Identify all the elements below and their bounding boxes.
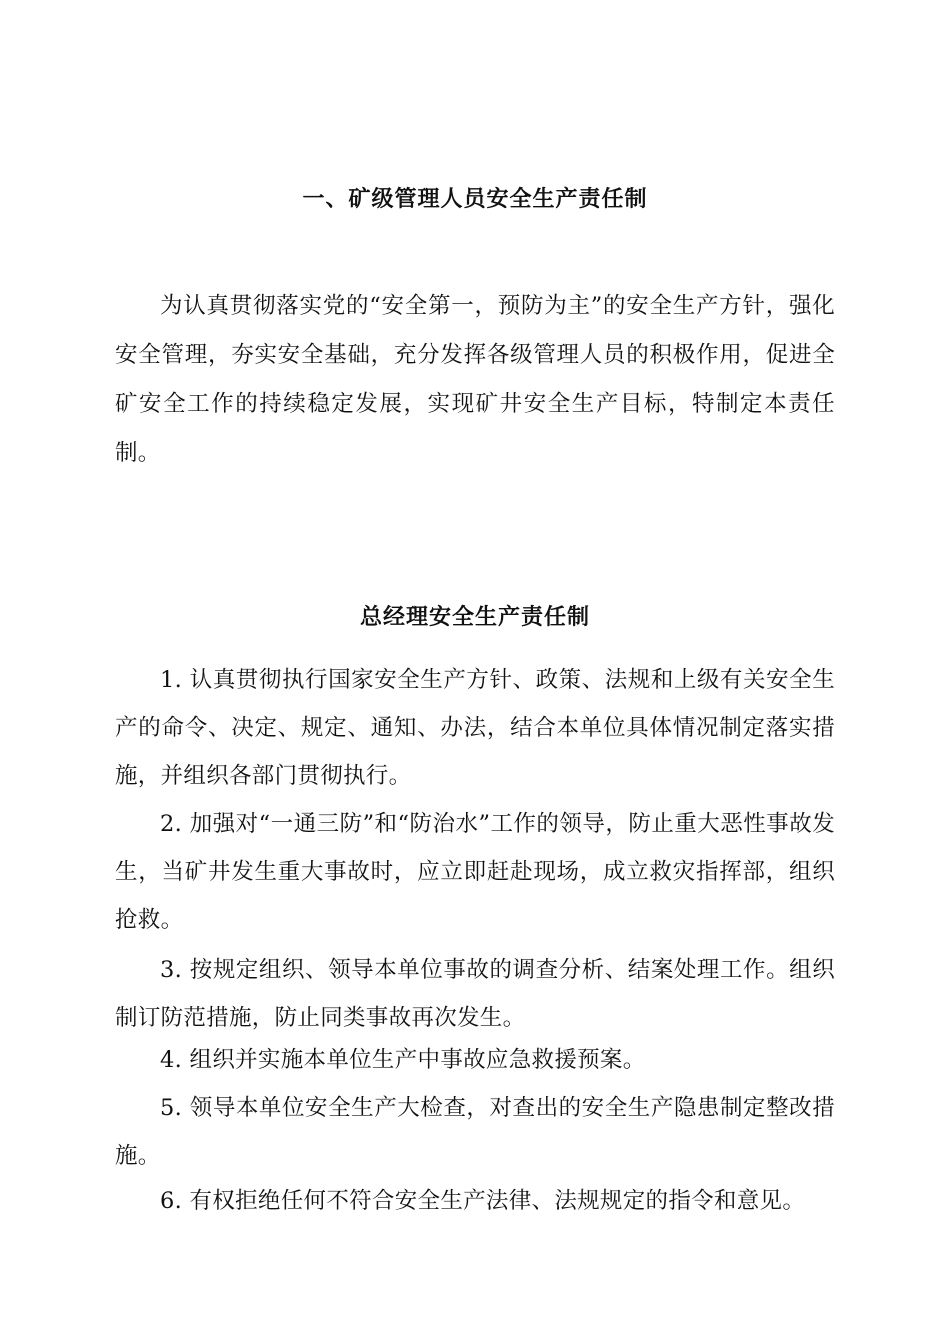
responsibility-item-1: 1. 认真贯彻执行国家安全生产方针、政策、法规和上级有关安全生产的命令、决定、规定、通知、办法，结合本单位具体情况制定落实措施，并组织各部门贯彻执行。 — [115, 667, 835, 789]
responsibility-item-5: 5. 领导本单位安全生产大检查，对查出的安全生产隐患制定整改措施。 — [115, 1095, 835, 1169]
responsibility-item-2: 2. 加强对“一通三防”和“防治水”工作的领导，防止重大恶性事故发生，当矿井发生重大事故时，应立即赶赴现场，成立救灾指挥部，组织抢救。 — [115, 811, 835, 933]
section-title: 总经理安全生产责任制 — [359, 605, 590, 630]
responsibility-item-3: 3. 按规定组织、领导本单位事故的调查分析、结案处理工作。组织制订防范措施，防止同类事故再次发生。 — [115, 957, 835, 1031]
document-title: 一、矿级管理人员安全生产责任制 — [302, 187, 648, 212]
intro-paragraph: 为认真贯彻落实党的“安全第一，预防为主”的安全生产方针，强化安全管理，夯实安全基础，充分发挥各级管理人员的积极作用，促进全矿安全工作的持续稳定发展，实现矿井安全生产目标，特制定本责任制。 — [115, 293, 835, 466]
responsibility-item-4: 4. 组织并实施本单位生产中事故应急救援预案。 — [160, 1047, 646, 1073]
responsibility-item-6: 6. 有权拒绝任何不符合安全生产法律、法规规定的指令和意见。 — [160, 1188, 806, 1214]
